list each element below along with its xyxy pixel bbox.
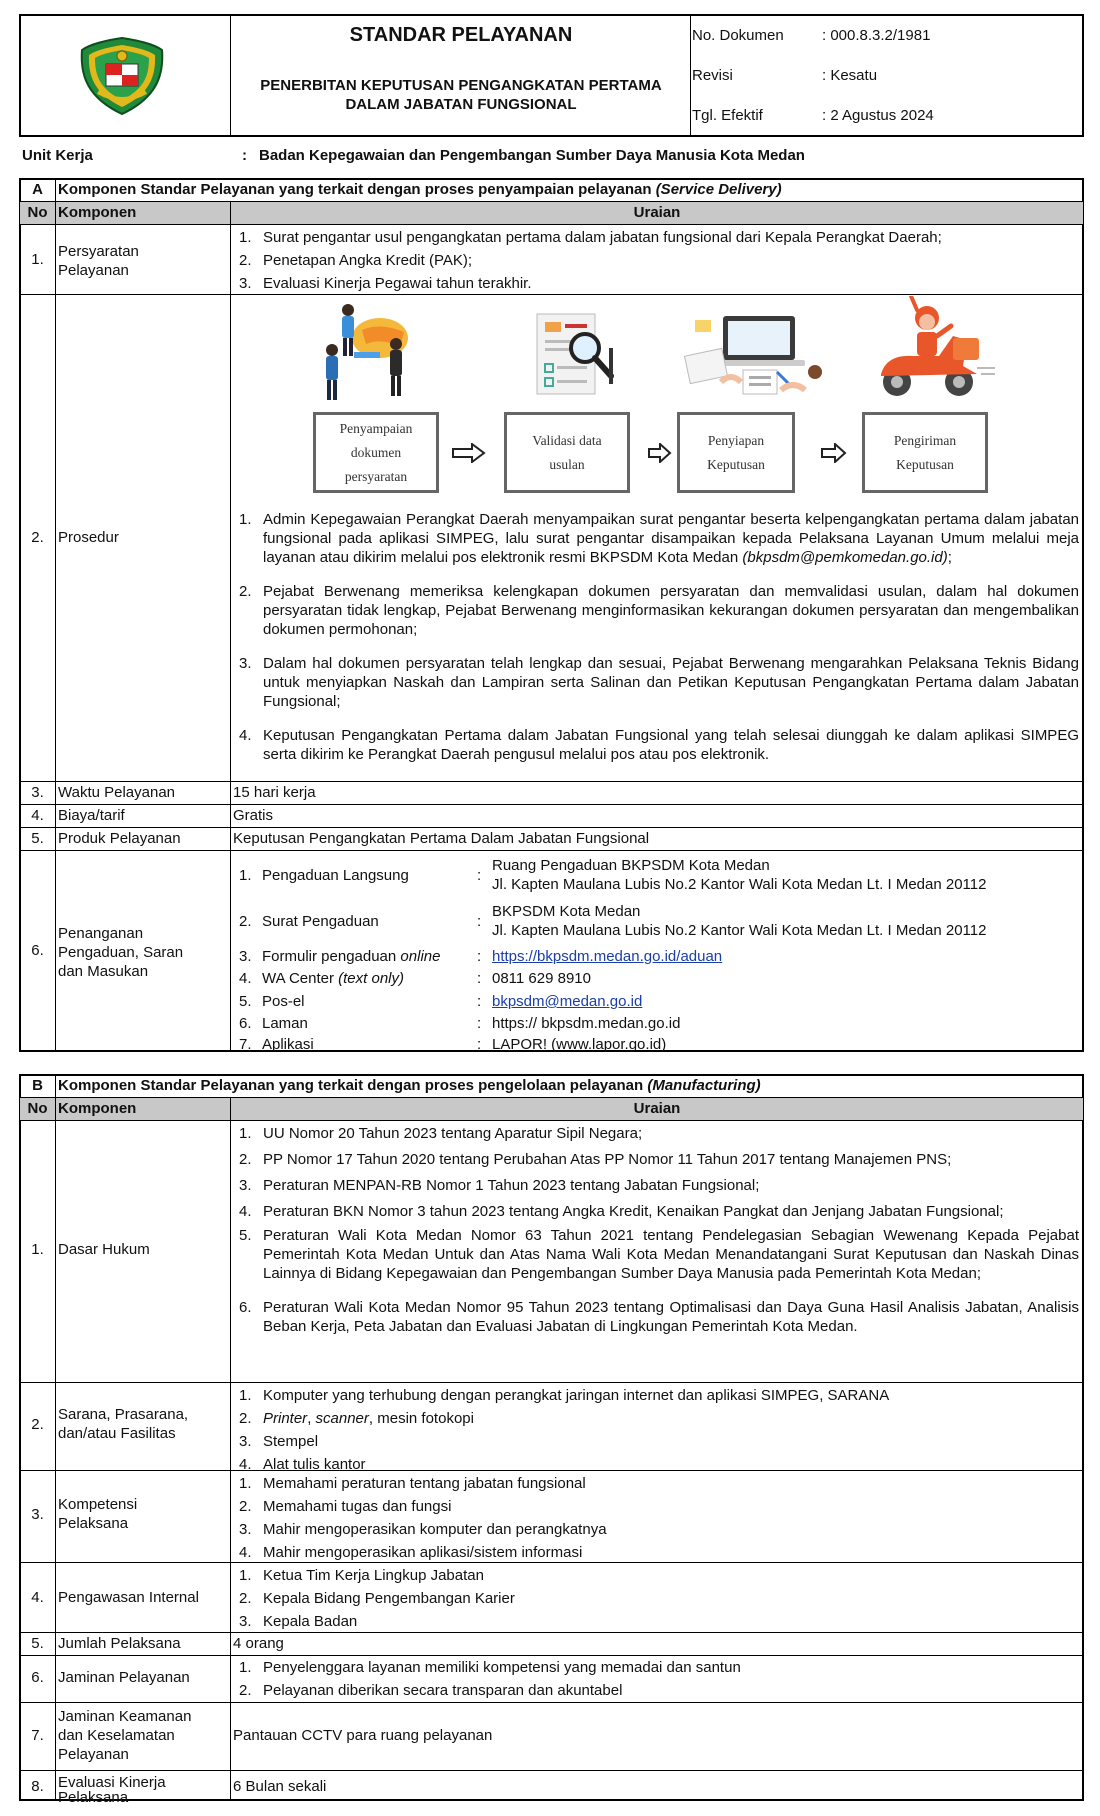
channel-label: Surat Pengaduan [262, 913, 379, 930]
competence-list [233, 1474, 1079, 1562]
col-komponen-header: Komponen [58, 1100, 137, 1117]
document-submission-illustration [318, 300, 422, 404]
col-no-header: No [27, 1100, 48, 1117]
col-no-header: No [27, 204, 48, 221]
row-label: Jaminan Keamanan [58, 1708, 192, 1725]
list-item: 2. Pejabat Berwenang memeriksa kelengkapan dokumen persyaratan dan memvalidasi usulan, dalam hal dokumen persyaratan tidak lengkap, Pejabat Berwenang menginformasikan kekurangan dokumen persyaratan dan mengembalikan dokumen permohonan; [239, 583, 1079, 638]
flow-step-validation: Validasi data usulan [504, 412, 630, 493]
row-label: Pelayanan [58, 1746, 129, 1763]
list-item: 3. Mahir mengoperasikan komputer dan perangkatnya [239, 1521, 607, 1538]
flow-step-delivery: Pengiriman Keputusan [862, 412, 988, 493]
row-number: 3. [31, 784, 44, 801]
channel-value: Jl. Kapten Maulana Lubis No.2 Kantor Wali Kota Medan Lt. I Medan 20112 [492, 922, 987, 939]
row-label: Pengaduan, Saran [58, 944, 184, 961]
list-number: 6. [239, 1015, 252, 1032]
row-number: 3. [31, 1506, 44, 1523]
supervision-list [233, 1566, 1079, 1631]
col-komponen-header: Komponen [58, 204, 137, 221]
row-number: 7. [31, 1727, 44, 1744]
right-arrow-icon [452, 443, 486, 463]
list-item: 4. Alat tulis kantor [239, 1456, 366, 1473]
product-value: Keputusan Pengangkatan Pertama Dalam Jabatan Fungsional [233, 830, 650, 847]
row-number: 6. [31, 942, 44, 959]
col-uraian-header: Uraian [633, 204, 681, 221]
unit-colon: : [242, 147, 247, 164]
row-label: Pelaksana [58, 1789, 129, 1806]
row-label: Biaya/tarif [58, 807, 125, 824]
list-item: 2. Memahami tugas dan fungsi [239, 1498, 452, 1515]
procedure-list [233, 510, 1079, 764]
list-item: 4. Peraturan BKN Nomor 3 tahun 2023 tentang Angka Kredit, Kenaikan Pangkat dan Jenjang Jabatan Fungsional; [239, 1203, 1004, 1220]
row-number: 1. [31, 1241, 44, 1258]
requirements-list [233, 228, 1079, 293]
revision-value: : Kesatu [822, 67, 878, 84]
doc-title: STANDAR PELAYANAN [349, 24, 573, 46]
effective-date-value: : 2 Agustus 2024 [822, 107, 934, 124]
list-item: 5. Peraturan Wali Kota Medan Nomor 63 Tahun 2021 tentang Pendelegasian Sebagian Wewenang Kepada Pejabat Pemerintah Kota Medan Untuk dan Atas Nama Wali Kota Medan Menandatangani Surat Keputusan dan Naskah Dinas Lainnya di Bidang Kepegawaian dan Pengembangan Sumber Daya Manusia pada Pemerintah Kota Medan; [239, 1227, 1079, 1282]
colon: : [477, 970, 482, 987]
colon: : [477, 1015, 482, 1032]
row-number: 6. [31, 1669, 44, 1686]
list-number: 4. [239, 970, 252, 987]
document-validation-illustration [527, 308, 621, 404]
fee-value: Gratis [233, 807, 274, 824]
channel-label: WA Center (text only) [262, 970, 404, 987]
list-item: 1. Admin Kepegawaian Perangkat Daerah menyampaikan surat pengantar beserta kelpengangkatan pertama dalam jabatan fungsional pada aplikasi SIMPEG, lalu surat pengantar disampaikan kepada Pelaksana Layanan Umum melalui meja layanan atau dikirim melalui pos elektronik resmi BKPSDM Kota Medan (bkpsdm@pemkomedan.go.id); [239, 511, 1079, 566]
section-a-title: Komponen Standar Pelayanan yang terkait dengan proses penyampaian pelayanan (Service Delivery) [58, 181, 782, 198]
list-item: 1. Penyelenggara layanan memiliki kompetensi yang memadai dan santun [239, 1659, 741, 1676]
section-a-letter: A [32, 181, 43, 198]
row-label: Produk Pelayanan [58, 830, 181, 847]
doc-number-label: No. Dokumen [692, 27, 784, 44]
unit-value: Badan Kepegawaian dan Pengembangan Sumber Daya Manusia Kota Medan [259, 147, 805, 164]
row-label: Pelaksana [58, 1515, 129, 1532]
right-arrow-icon [648, 443, 672, 463]
row-number: 5. [31, 830, 44, 847]
channel-label: Laman [262, 1015, 308, 1032]
doc-number-value: : 000.8.3.2/1981 [822, 27, 931, 44]
decision-preparation-illustration [681, 312, 831, 398]
row-label: dan Keselamatan [58, 1727, 175, 1744]
channel-label: Aplikasi [262, 1036, 314, 1053]
list-item: 2. Pelayanan diberikan secara transparan dan akuntabel [239, 1682, 623, 1699]
right-arrow-icon [821, 443, 847, 463]
row-label: Waktu Pelayanan [58, 784, 176, 801]
row-label: Penanganan [58, 925, 144, 942]
list-item: 1. Ketua Tim Kerja Lingkup Jabatan [239, 1567, 484, 1584]
doc-subtitle-line1: PENERBITAN KEPUTUSAN PENGANGKATAN PERTAMA [260, 77, 662, 94]
application-value: LAPOR! (www.lapor.go.id) [492, 1036, 667, 1053]
section-b-title: Komponen Standar Pelayanan yang terkait dengan proses pengelolaan pelayanan (Manufacturing) [58, 1077, 761, 1094]
list-number: 3. [239, 948, 252, 965]
colon: : [477, 993, 482, 1010]
list-item: 4. Keputusan Pengangkatan Pertama dalam Jabatan Fungsional yang telah selesai diunggah ke dalam aplikasi SIMPEG serta dikirim ke Perangkat Daerah pengusul melalui pos atau pos elektronik. [239, 727, 1079, 763]
flow-step-submission: Penyampaian dokumen persyaratan [313, 412, 439, 493]
list-item: 3. Dalam hal dokumen persyaratan telah lengkap dan sesuai, Pejabat Berwenang mengarahkan Pelaksana Teknis Bidang untuk menyiapkan Naskah dan Lampiran serta Salinan dan Petikan Keputusan Pengangkatan Pertama dalam Jabatan Fungsional; [239, 655, 1079, 710]
list-item: 6. Peraturan Wali Kota Medan Nomor 95 Tahun 2023 tentang Optimalisasi dan Daya Guna Hasil Analisis Jabatan, Analisis Beban Kerja, Peta Jabatan dan Evaluasi Jabatan di Lingkungan Pemerintah Kota Medan. [239, 1299, 1079, 1335]
list-number: 7. [239, 1036, 252, 1053]
list-item: 1. Memahami peraturan tentang jabatan fungsional [239, 1475, 586, 1492]
row-label: Jumlah Pelaksana [58, 1635, 181, 1652]
row-label: dan Masukan [58, 963, 149, 980]
effective-date-label: Tgl. Efektif [692, 107, 763, 124]
facilities-list [233, 1386, 1079, 1474]
channel-label: Pengaduan Langsung [262, 867, 409, 884]
delivery-illustration [867, 296, 997, 402]
channel-value: Jl. Kapten Maulana Lubis No.2 Kantor Wali Kota Medan Lt. I Medan 20112 [492, 876, 987, 893]
colon: : [477, 948, 482, 965]
row-number: 1. [31, 251, 44, 268]
colon: : [477, 913, 482, 930]
channel-label: Formulir pengaduan online [262, 948, 441, 965]
col-uraian-header: Uraian [633, 1100, 681, 1117]
channel-label: Pos-el [262, 993, 305, 1010]
row-label: Pelayanan [58, 262, 129, 279]
list-item: 1. Komputer yang terhubung dengan perangkat jaringan internet dan aplikasi SIMPEG, SARANA [239, 1387, 890, 1404]
security-guarantee-value: Pantauan CCTV para ruang pelayanan [233, 1727, 493, 1744]
row-number: 5. [31, 1635, 44, 1652]
list-item: 2. Printer, scanner, mesin fotokopi [239, 1410, 474, 1427]
channel-value: BKPSDM Kota Medan [492, 903, 641, 920]
row-number: 4. [31, 1589, 44, 1606]
list-item: 4. Mahir mengoperasikan aplikasi/sistem informasi [239, 1544, 583, 1561]
flow-step-preparation: Penyiapan Keputusan [677, 412, 795, 493]
whatsapp-number: 0811 629 8910 [492, 970, 591, 987]
channel-value: Ruang Pengaduan BKPSDM Kota Medan [492, 857, 770, 874]
list-item: 1. Surat pengantar usul pengangkatan pertama dalam jabatan fungsional dari Kepala Perangkat Daerah; [239, 229, 942, 246]
list-item: 3. Peraturan MENPAN-RB Nomor 1 Tahun 2023 tentang Jabatan Fungsional; [239, 1177, 760, 1194]
medan-logo-icon [76, 36, 168, 116]
row-label: Dasar Hukum [58, 1241, 150, 1258]
row-label: Kompetensi [58, 1496, 138, 1513]
row-label: Prosedur [58, 529, 119, 546]
doc-subtitle-line2: DALAM JABATAN FUNGSIONAL [345, 96, 577, 113]
list-item: 3. Evaluasi Kinerja Pegawai tahun terakhir. [239, 275, 532, 292]
complaint-form-link[interactable]: https://bkpsdm.medan.go.id/aduan [492, 948, 723, 965]
email-link[interactable]: bkpsdm@medan.go.id [492, 993, 643, 1010]
list-number: 2. [239, 913, 252, 930]
section-b-letter: B [32, 1077, 43, 1094]
list-number: 1. [239, 867, 252, 884]
list-number: 5. [239, 993, 252, 1010]
staff-count-value: 4 orang [233, 1635, 284, 1652]
row-number: 4. [31, 807, 44, 824]
row-number: 8. [31, 1778, 44, 1795]
website-value: https:// bkpsdm.medan.go.id [492, 1015, 681, 1032]
row-label: Pengawasan Internal [58, 1589, 199, 1606]
row-label: Jaminan Pelayanan [58, 1669, 190, 1686]
list-item: 2. Kepala Bidang Pengembangan Karier [239, 1590, 515, 1607]
row-label: Evaluasi Kinerja [58, 1774, 166, 1791]
colon: : [477, 1036, 482, 1053]
list-item: 3. Stempel [239, 1433, 319, 1450]
revision-label: Revisi [692, 67, 733, 84]
legal-basis-list [233, 1124, 1079, 1336]
row-label: dan/atau Fasilitas [58, 1425, 176, 1442]
list-item: 2. Penetapan Angka Kredit (PAK); [239, 252, 473, 269]
row-number: 2. [31, 529, 44, 546]
list-item: 1. UU Nomor 20 Tahun 2023 tentang Aparatur Sipil Negara; [239, 1125, 643, 1142]
row-label: Sarana, Prasarana, [58, 1406, 189, 1423]
list-item: 3. Kepala Badan [239, 1613, 358, 1630]
service-guarantee-list [233, 1658, 1079, 1700]
colon: : [477, 867, 482, 884]
unit-label: Unit Kerja [22, 147, 93, 164]
row-number: 2. [31, 1416, 44, 1433]
list-item: 2. PP Nomor 17 Tahun 2020 tentang Perubahan Atas PP Nomor 11 Tahun 2017 tentang Manajemen PNS; [239, 1151, 952, 1168]
service-time-value: 15 hari kerja [233, 784, 316, 801]
row-label: Persyaratan [58, 243, 139, 260]
evaluation-value: 6 Bulan sekali [233, 1778, 327, 1795]
